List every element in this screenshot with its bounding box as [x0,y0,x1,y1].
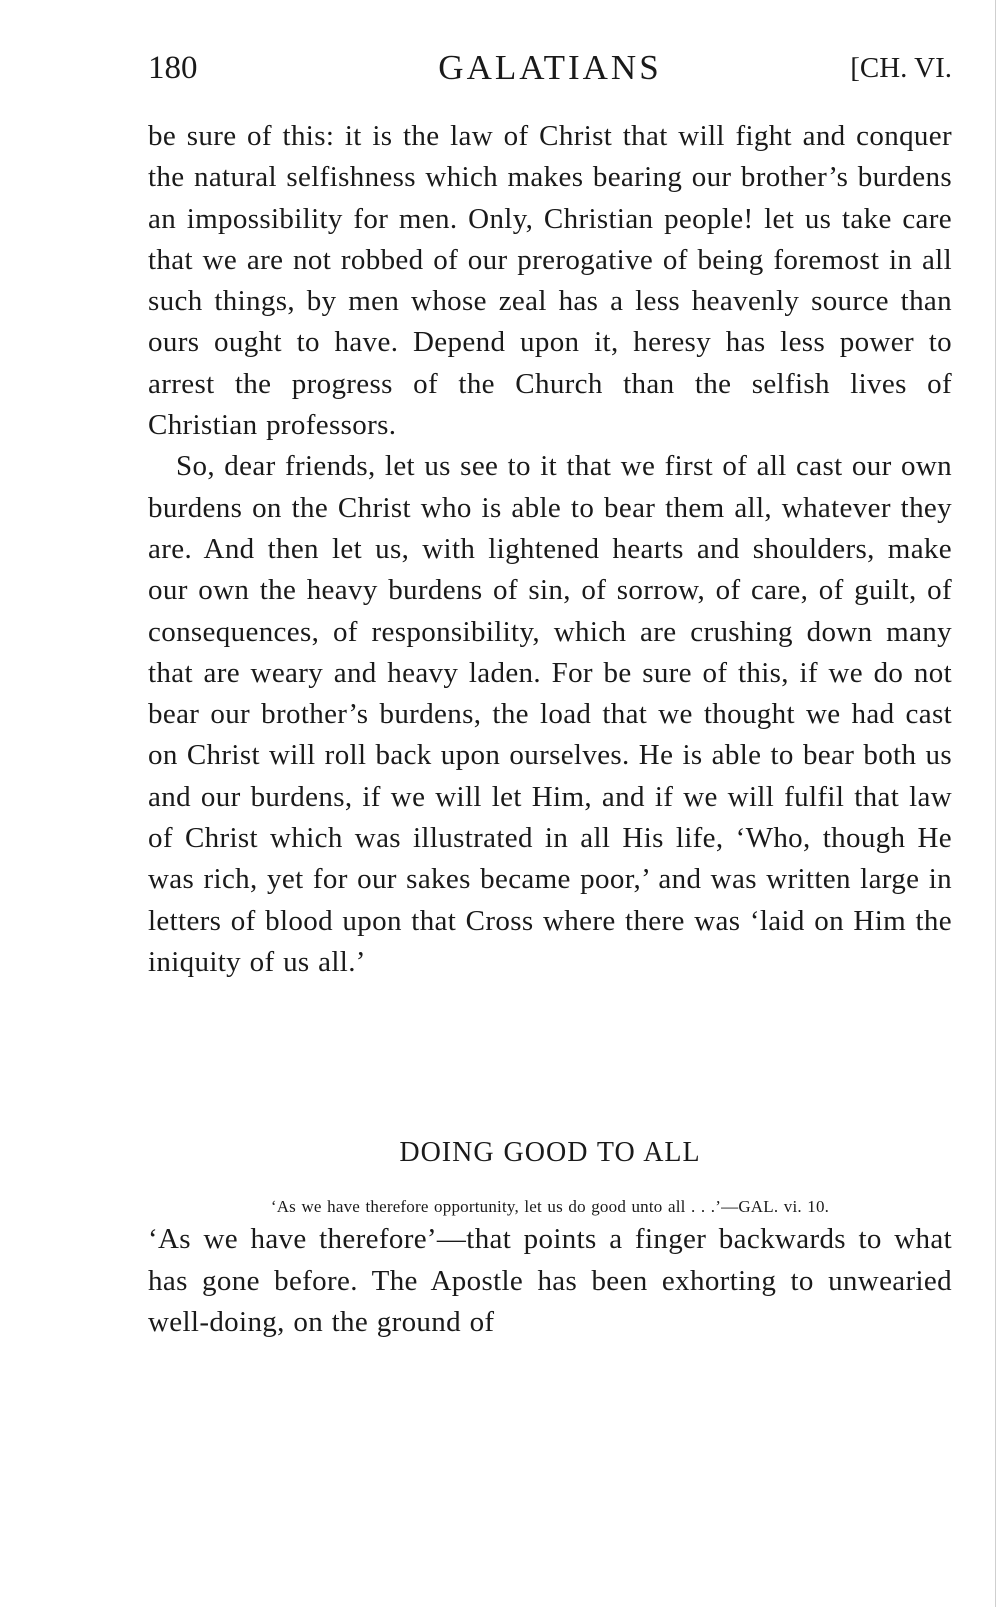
paragraph-continued: be sure of this: it is the law of Christ that will fight and conquer the natural selfishness which makes bearing our brother’s burdens an impossibility for men. Only, Christian people! let us take care that we are not robbed of our prerogative of being foremost in all such things, by men whose zeal has a less heavenly source than ours ought to have. Depend upon it, heresy has less power to arrest the progress of the Church than the selfish lives of Christian professors. [148,120,952,442]
book-page [148,44,952,1343]
epigraph-reference: —GAL. vi. 10. [721,1197,830,1217]
epigraph [148,1195,952,1219]
page-edge-line [995,0,996,1607]
page-body [148,116,952,1343]
book-title: GALATIANS [438,48,662,87]
section-heading: DOING GOOD TO ALL [399,1137,701,1169]
epigraph-quote: ‘As we have therefore opportunity, let us do good unto all . . .’ [270,1197,722,1217]
page-number: 180 [148,50,198,86]
running-head [148,44,952,92]
paragraph: So, dear friends, let us see to it that we first of all cast our own burdens on the Christ who is able to bear them all, whatever they are. And then let us, with lightened hearts and shoulders, make our own the heavy burdens of sin, of sorrow, of care, of guilt, of consequences, of responsibility, which are crushing down many that are weary and heavy laden. For be sure of this, if we do not bear our brother’s burdens, the load that we thought we had cast on Christ will roll back upon ourselves. He is able to bear both us and our burdens, if we will let Him, and if we will fulfil that law of Christ which was illustrated in all His life, ‘Who, though He was rich, yet for our sakes became poor,’ and was written large in letters of blood upon that Cross where there was ‘laid on Him the iniquity of us all.’ [148,450,952,978]
section-paragraph: ‘As we have therefore’—that points a finger backwards to what has gone before. The Apostle has been exhorting to unwearied well-doing, on the ground of [148,1223,952,1338]
chapter-reference: [CH. VI. [850,52,952,84]
